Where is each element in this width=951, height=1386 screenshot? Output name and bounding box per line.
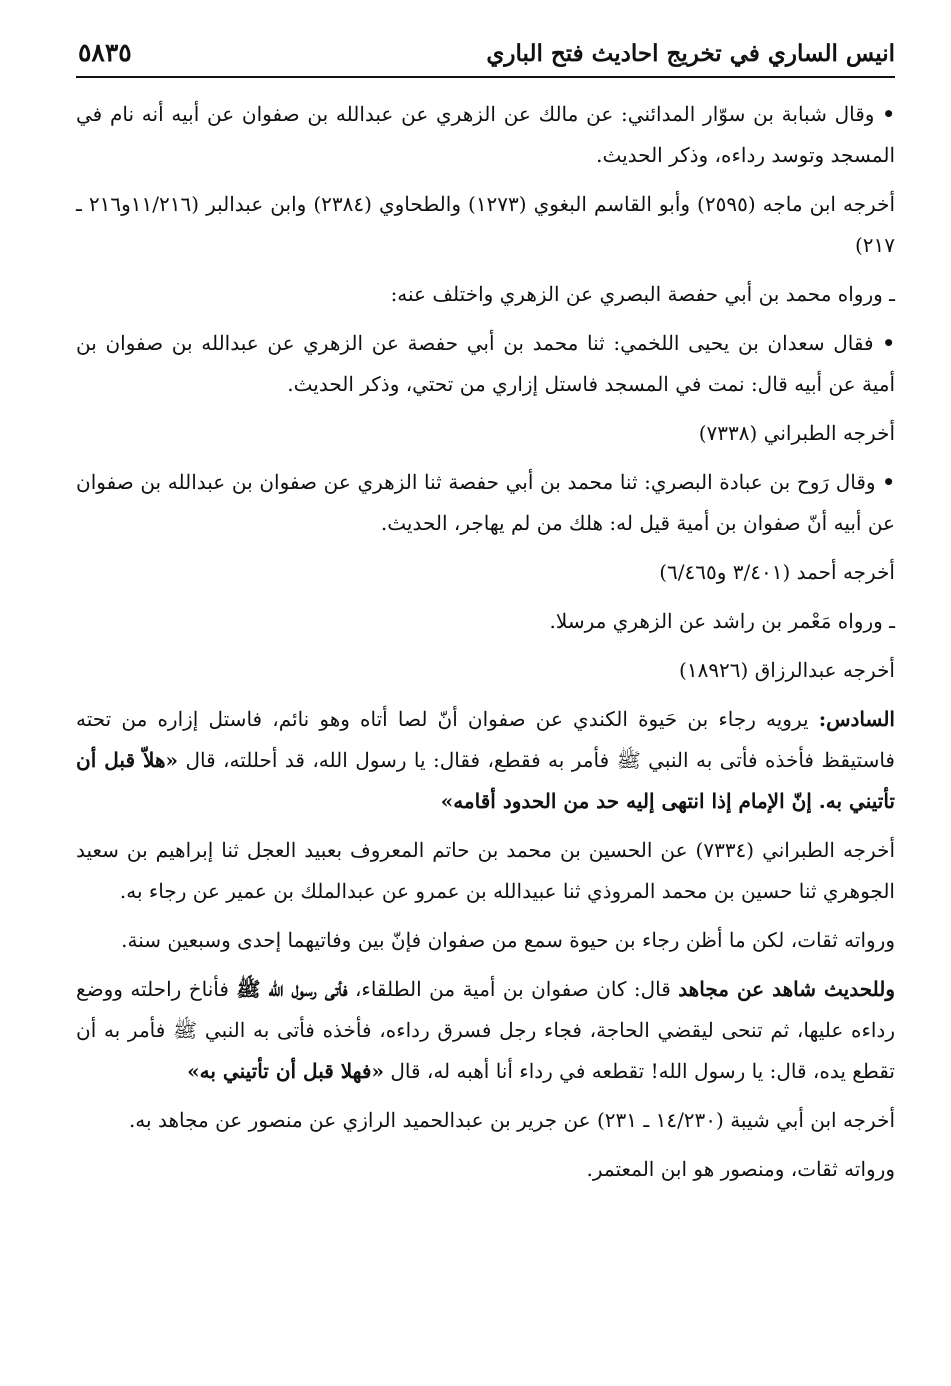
paragraph-text: قال: كان صفوان بن أمية من الطلقاء،	[347, 977, 679, 1001]
paragraph	[76, 601, 895, 642]
paragraph-text: ـ ورواه محمد بن أبي حفصة البصري عن الزهري واختلف عنه:	[390, 282, 895, 306]
bold-phrase: فأتى رسول الله ﷺ	[236, 977, 348, 1001]
paragraph-text: أخرجه الطبراني (٧٣٣٨)	[698, 421, 895, 445]
paragraph-text: فقال سعدان بن يحيى اللخمي: ثنا محمد بن أبي حفصة عن الزهري عن عبدالله بن صفوان بن أمية عن أبيه قال: نمت في المسجد فاستل إزاري من تحتي، وذكر الحديث.	[76, 331, 895, 396]
paragraph-text: وقال شبابة بن سوّار المدائني: عن مالك عن الزهري عن عبدالله بن صفوان عن أبيه أنه نام في المسجد وتوسد رداءه، وذكر الحديث.	[76, 102, 895, 167]
paragraph	[76, 699, 895, 822]
paragraph	[76, 94, 895, 176]
bullet-mark: •	[882, 331, 895, 355]
paragraph	[76, 1100, 895, 1141]
paragraph	[76, 830, 895, 912]
paragraph-text: ـ ورواه مَعْمر بن راشد عن الزهري مرسلا.	[549, 609, 895, 633]
paragraph	[76, 1149, 895, 1190]
running-title: انيس الساري في تخريج احاديث فتح الباري	[486, 40, 895, 67]
paragraph	[76, 462, 895, 544]
page-header	[76, 36, 895, 78]
paragraph-text-continued: فأناخ راحلته ووضع رداءه عليها، ثم تنحى ليقضي الحاجة، فجاء رجل فسرق رداءه، فأخذه فأتى به النبي ﷺ فأمر به أن تقطع يده، قال: يا رسول الله! تقطعه في رداء أنا أهبه له، قال	[76, 977, 895, 1083]
paragraph-text: ورواته ثقات، ومنصور هو ابن المعتمر.	[586, 1157, 895, 1181]
paragraph-text: وقال رَوح بن عبادة البصري: ثنا محمد بن أبي حفصة ثنا الزهري عن صفوان بن عبدالله بن صفوان عن أبيه أنّ صفوان بن أمية قيل له: هلك من لم يهاجر، الحديث.	[76, 470, 895, 535]
page-number: ٥٨٣٥	[78, 38, 132, 67]
bullet-mark: •	[882, 102, 895, 126]
paragraph	[76, 552, 895, 593]
paragraph	[76, 969, 895, 1092]
hadith-quote: «فهلا قبل أن تأتيني به»	[187, 1059, 384, 1083]
paragraph-text: أخرجه ابن أبي شيبة (١٤/٢٣٠ ـ ٢٣١) عن جرير بن عبدالحميد الرازي عن منصور عن مجاهد به.	[128, 1108, 895, 1132]
paragraph-text: أخرجه أحمد (٣/٤٠١ و٦/٤٦٥)	[659, 560, 895, 584]
paragraph-text: أخرجه ابن ماجه (٢٥٩٥) وأبو القاسم البغوي (١٢٧٣) والطحاوي (٢٣٨٤) وابن عبدالبر (١١/٢١٦و٢١٦ ـ ٢١٧)	[76, 192, 896, 257]
paragraph	[76, 650, 895, 691]
paragraph	[76, 323, 895, 405]
body-text	[76, 94, 895, 1198]
paragraph-text: ورواته ثقات، لكن ما أظن رجاء بن حيوة سمع من صفوان فإنّ بين وفاتيهما إحدى وسبعين سنة.	[121, 928, 895, 952]
paragraph	[76, 413, 895, 454]
section-lead: وللحديث شاهد عن مجاهد	[678, 977, 896, 1001]
paragraph-text: أخرجه عبدالرزاق (١٨٩٢٦)	[679, 658, 895, 682]
section-lead: السادس:	[818, 707, 895, 731]
paragraph	[76, 274, 895, 315]
paragraph-text: أخرجه الطبراني (٧٣٣٤) عن الحسين بن محمد بن حاتم المعروف بعبيد العجل ثنا إبراهيم بن سعيد الجوهري ثنا حسين بن محمد المروذي ثنا عبيدالله بن عمرو عن عبدالملك بن عمير عن رجاء به.	[76, 838, 896, 903]
paragraph-text: يرويه رجاء بن حَيوة الكندي عن صفوان أنّ لصا أتاه وهو نائم، فاستل إزاره من تحته فاستيقظ فأخذه فأتى به النبي ﷺ فأمر به فقطع، فقال: يا رسول الله، قد أحللته، قال	[76, 707, 895, 772]
bullet-mark: •	[882, 470, 895, 494]
hadith-quote: «هلاّ قبل أن تأتيني به. إنّ الإمام إذا انتهى إليه حد من الحدود أقامه»	[76, 748, 895, 813]
paragraph	[76, 920, 895, 961]
paragraph	[76, 184, 895, 266]
